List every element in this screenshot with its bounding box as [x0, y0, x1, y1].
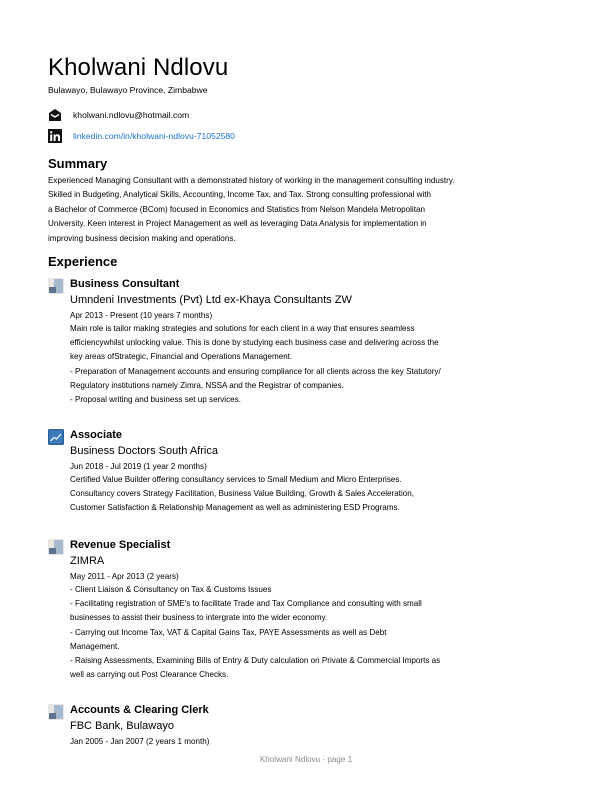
- envelope-icon: [48, 108, 62, 122]
- job-description-line: well as carrying out Post Clearance Checks.: [70, 670, 229, 680]
- job-description: [70, 322, 441, 407]
- summary-line: improving business decision making and operations.: [48, 233, 236, 243]
- job-description-line: Consultancy covers Strategy Facilitation, Business Value Building, Growth & Sales Acceleration,: [70, 489, 415, 499]
- job-description-line: - Preparation of Management accounts and ensuring compliance for all clients across the key Statutory/: [70, 366, 441, 376]
- job-description-line: - Proposal writing and business set up services.: [70, 395, 241, 405]
- job-description-line: - Client Liaison & Consultancy on Tax & Customs Issues: [70, 585, 272, 594]
- experience-heading: Experience: [48, 254, 118, 269]
- job-description-line: businesses to assist their business to intergrate into the wider economy.: [70, 613, 328, 623]
- growth-chart-icon: [48, 429, 64, 445]
- job-description-line: efficiencywhilst unlocking value. This is done by studying each business case and delivering across the: [70, 338, 439, 348]
- summary-text: [48, 174, 568, 246]
- summary-line: Skilled in Budgeting, Analytical Skills, Accounting, Income Tax, and Tax. Strong consulting professional with: [48, 190, 432, 200]
- company-placeholder-icon: [48, 704, 64, 720]
- job-description-line: Main role is tailor making strategies and solutions for each client in a way that ensures seamless: [70, 324, 415, 333]
- candidate-name: Kholwani Ndlovu: [48, 54, 229, 81]
- job-description-line: Regulatory institutions namely Zimra, NSSA and the Registrar of companies.: [70, 380, 344, 390]
- summary-heading: Summary: [48, 156, 108, 171]
- summary-line: Experienced Managing Consultant with a demonstrated history of working in the management consulting industry.: [48, 176, 455, 185]
- job-dates: Jun 2018 - Jul 2019 (1 year 2 months): [70, 462, 207, 471]
- job-description-line: - Carrying out Income Tax, VAT & Capital Gains Tax, PAYE Assessments as well as Debt: [70, 627, 387, 637]
- job-description-line: Management.: [70, 641, 120, 651]
- job-description: [70, 583, 440, 682]
- linkedin-link[interactable]: linkedin.com/in/kholwani-ndlovu-71052580: [73, 130, 235, 141]
- job-dates: Jan 2005 - Jan 2007 (2 years 1 month): [70, 737, 210, 746]
- job-title: Associate: [70, 429, 122, 441]
- job-description-line: Customer Satisfaction & Relationship Management as well as administering ESD Programs.: [70, 503, 400, 513]
- company-placeholder-icon: [48, 278, 64, 294]
- summary-line: University. Keen interest in Project Management as well as leveraging Data Analysis for implementation in: [48, 219, 427, 229]
- job-description-line: - Facilitating registration of SME's to facilitate Trade and Tax Compliance and consulting with small: [70, 599, 422, 609]
- page-footer: [0, 755, 612, 764]
- company-placeholder-icon: [48, 539, 64, 555]
- job-title: Accounts & Clearing Clerk: [70, 704, 209, 716]
- job-description: [70, 473, 414, 516]
- job-company: FBC Bank, Bulawayo: [70, 720, 174, 732]
- job-company: ZIMRA: [70, 555, 105, 567]
- candidate-location: Bulawayo, Bulawayo Province, Zimbabwe: [48, 85, 208, 95]
- footer-text: Kholwani Ndlovu - page 1: [259, 755, 353, 764]
- linkedin-row: [48, 129, 235, 143]
- job-dates: May 2011 - Apr 2013 (2 years): [70, 572, 179, 581]
- job-description-line: Certified Value Builder offering consultancy services to Small Medium and Micro Enterprises.: [70, 475, 402, 484]
- job-company: Umndeni Investments (Pvt) Ltd ex-Khaya Consultants ZW: [70, 294, 352, 306]
- email-text: kholwani.ndlovu@hotmail.com: [73, 109, 190, 120]
- linkedin-icon: [48, 129, 62, 143]
- job-title: Revenue Specialist: [70, 539, 171, 551]
- email-row: [48, 108, 189, 122]
- summary-line: a Bachelor of Commerce (BCom) focused in Economics and Statistics from Nelson Mandela Metropolitan: [48, 204, 425, 214]
- job-dates: Apr 2013 - Present (10 years 7 months): [70, 311, 213, 320]
- job-title: Business Consultant: [70, 278, 180, 290]
- job-description-line: key areas ofStrategic, Financial and Operations Management.: [70, 352, 293, 362]
- job-company: Business Doctors South Africa: [70, 445, 218, 457]
- job-description-line: - Raising Assessments, Examining Bills of Entry & Duty calculation on Private & Commercial Imports as: [70, 656, 441, 666]
